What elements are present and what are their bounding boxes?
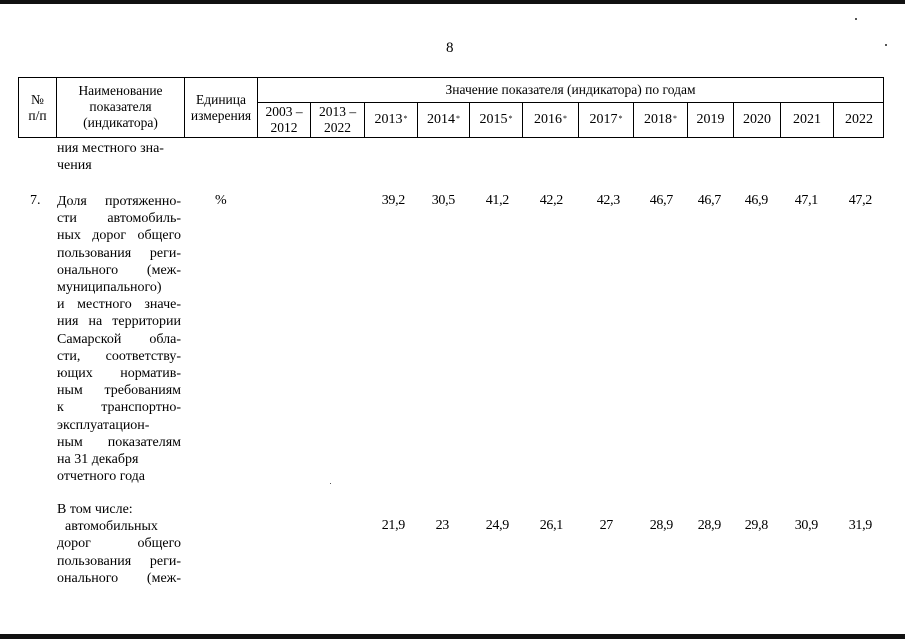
value-cell: 27 [599,518,613,533]
top-scan-edge [0,0,905,4]
year-mark: * [508,113,513,123]
subrow-heading: В том числе: [57,502,133,517]
value-cell: 46,7 [649,193,673,208]
text-line: пользования реги- [57,245,181,261]
header-unit [185,92,257,124]
header-year [523,102,578,138]
year-label: 2022 [845,112,873,127]
text-line: ния на территории [57,314,181,330]
row7-name [57,193,181,485]
value-cell: 46,9 [744,193,768,208]
value-cell: 23 [435,518,449,533]
header-year [734,102,780,138]
year-mark: * [403,113,408,123]
value-cell: 28,9 [697,518,721,533]
scan-speck [885,44,887,46]
year-mark: * [618,113,623,123]
header-year [470,102,522,138]
year-mark: * [456,113,460,123]
header-year [365,102,417,138]
header-period-2 [311,104,364,136]
text-line: на 31 декабря [57,452,139,468]
header-no [19,92,56,124]
text-line: отчетного года [57,469,146,485]
text-line: ния местного зна- [57,141,164,156]
text-line: сти, соответству- [57,348,181,364]
text-line: онального (меж- [57,570,181,586]
continuation-text [57,140,181,174]
header-name [57,83,184,131]
text-line: и местного значе- [57,297,181,313]
value-cell: 30,5 [431,193,455,208]
value-cell: 47,2 [848,193,872,208]
year-label: 2013 [374,112,403,127]
year-mark: * [563,113,567,123]
value-cell: 46,7 [697,193,721,208]
year-label: 2020 [743,112,771,127]
year-label: 2016 [534,112,562,127]
value-cell: 41,2 [485,193,509,208]
header-year [579,102,633,138]
text-line: ных дорог общего [57,228,181,244]
bottom-scan-edge [0,634,905,639]
header-unit-line: измерения [190,108,252,123]
scan-speck [330,483,331,484]
text-line: пользования реги- [57,553,181,569]
header-year [781,102,833,138]
period-line: 2012 [270,120,298,135]
year-label: 2019 [696,112,725,127]
year-label: 2015 [479,112,508,127]
text-line: онального (меж- [57,262,181,278]
value-cell: 26,1 [539,518,563,533]
header-no-line: п/п [28,108,47,123]
value-cell: 24,9 [485,518,509,533]
text-line: чения [57,158,92,174]
text-line: автомобильных [65,519,158,535]
text-line: ющих норматив- [57,366,181,382]
text-line: сти автомобиль- [57,211,181,227]
header-period-1 [258,104,310,136]
text-line: дорог общего [57,536,181,552]
header-year [688,102,733,138]
period-line: 2003 – [265,104,303,119]
text-line: муниципального) [57,280,162,296]
header-unit-line: Единица [195,92,246,107]
year-label: 2021 [793,112,821,127]
value-cell: 31,9 [848,518,872,533]
period-line: 2013 – [318,104,357,119]
text-line: ным требованиям [57,383,181,399]
value-cell: 30,9 [794,518,818,533]
value-cell: 21,9 [381,518,405,533]
header-group-title: Значение показателя (индикатора) по годам [445,82,696,97]
header-name-line: (индикатора) [83,115,158,130]
value-cell: 47,1 [794,193,818,208]
header-no-line: № [31,92,44,107]
row-number: 7. [30,193,41,208]
value-cell: 42,3 [596,193,620,208]
header-name-line: показателя [89,99,152,114]
header-year [834,102,884,138]
header-year [418,102,469,138]
period-line: 2022 [324,120,351,135]
text-line: Доля протяженно- [57,194,181,209]
text-line: Самарской обла- [57,331,181,347]
text-line: к транспортно- [57,400,181,416]
header-name-line: Наименование [78,83,163,98]
value-cell: 39,2 [381,193,405,208]
year-mark: * [673,113,677,123]
page-number: 8 [446,40,454,56]
value-cell: 28,9 [649,518,673,533]
subrow-name [57,501,181,587]
year-label: 2017 [589,112,618,127]
year-label: 2018 [644,112,672,127]
header-year [634,102,687,138]
value-cell: 29,8 [744,518,768,533]
scan-speck [855,18,857,20]
value-cell: 42,2 [539,193,563,208]
text-line: эксплуатацион- [57,417,150,433]
row-unit: % [215,193,227,208]
table-header [18,77,884,138]
text-line: ным показателям [57,434,181,450]
year-label: 2014 [427,112,455,127]
